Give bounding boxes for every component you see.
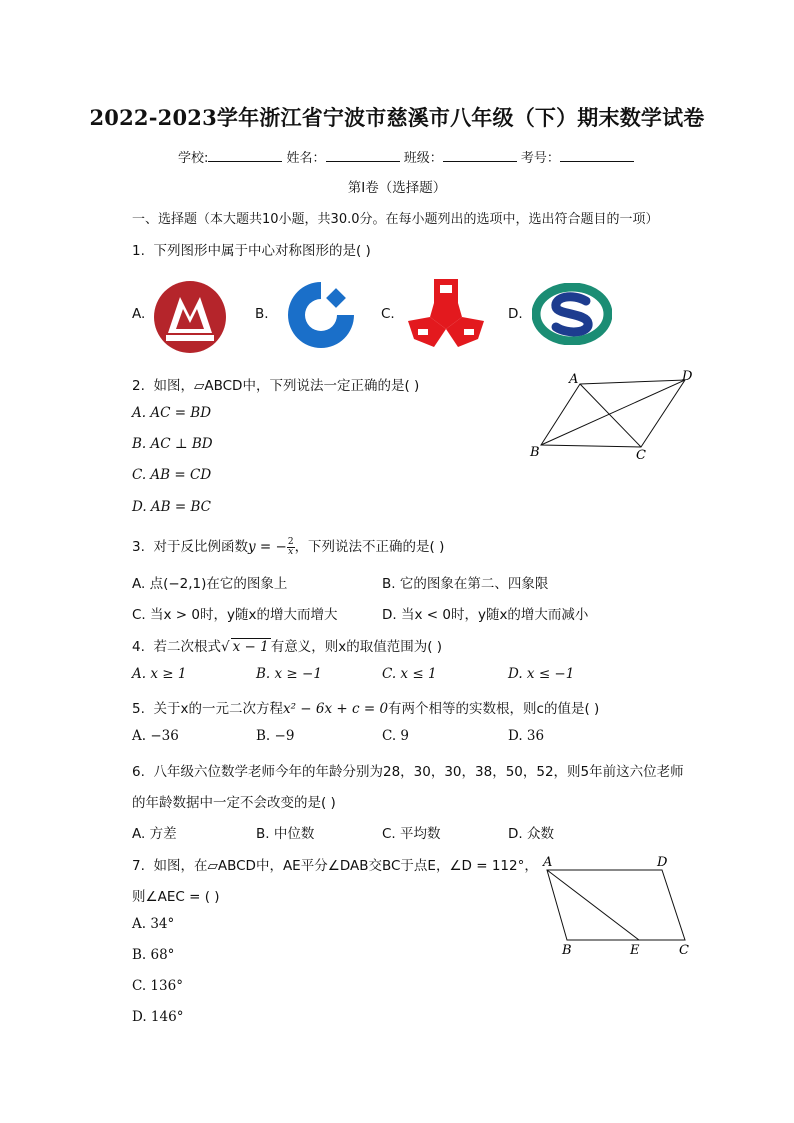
question-number: 4.	[132, 639, 145, 655]
question-text-after: ，下列说法不正确的是( )	[294, 539, 445, 555]
exam-no-label: 考号：	[520, 151, 560, 166]
name-label: 姓名：	[286, 151, 326, 166]
question-text-line1: 如图，在▱ABCD中，AE平分∠DAB交BC于点E，∠D = 112°，	[153, 858, 538, 874]
q3-option-c[interactable]: C. 当x > 0时，y随x的增大而增大	[132, 607, 338, 623]
question-text-line1: 八年级六位数学老师今年的年龄分别为28，30，30，38，50，52，则5年前这六位老师	[153, 764, 684, 780]
ccb-bank-logo-icon	[285, 279, 357, 351]
question-4	[132, 635, 442, 655]
student-info-row	[178, 147, 634, 166]
q5-option-a[interactable]: A. −36	[132, 728, 179, 744]
question-6	[132, 760, 684, 780]
vertex-label-a: A	[543, 855, 553, 870]
vertex-label-c: C	[636, 448, 646, 463]
vertex-label-d: D	[682, 369, 693, 384]
question-number: 3.	[132, 539, 145, 555]
q2-option-a[interactable]: A. AC = BD	[132, 405, 212, 421]
q7-option-d[interactable]: D. 146°	[132, 1009, 184, 1025]
question-5	[132, 697, 599, 717]
name-field[interactable]	[326, 149, 400, 162]
metro-logo-icon	[152, 279, 228, 355]
sqrt-symbol: √	[220, 639, 230, 655]
q6-option-c[interactable]: C. 平均数	[382, 826, 441, 842]
question-number: 6.	[132, 764, 145, 780]
q5-option-c[interactable]: C. 9	[382, 728, 410, 744]
question-7	[132, 854, 538, 874]
q7-option-b[interactable]: B. 68°	[132, 947, 175, 963]
q6-option-b[interactable]: B. 中位数	[256, 826, 315, 842]
q2-option-c[interactable]: C. AB = CD	[132, 467, 212, 483]
q7-parallelogram-figure	[535, 852, 705, 960]
question-text-after: 有两个相等的实数根，则c的值是( )	[388, 701, 600, 717]
q5-option-b[interactable]: B. −9	[256, 728, 295, 744]
q3-option-d[interactable]: D. 当x < 0时，y随x的增大而减小	[382, 607, 589, 623]
q5-option-d[interactable]: D. 36	[508, 728, 545, 744]
school-field[interactable]	[208, 149, 282, 162]
fraction: $\frac{2}{x}$	[287, 536, 294, 557]
page-title: 2022-2023学年浙江省宁波市慈溪市八年级（下）期末数学试卷	[89, 105, 705, 130]
q2-parallelogram-figure	[525, 368, 705, 464]
class-label: 班级：	[403, 151, 443, 166]
q2-option-d[interactable]: D. AB = BC	[132, 499, 211, 515]
part-one-heading: 一、选择题（本大题共10小题，共30.0分。在每小题列出的选项中，选出符合题目的一项）	[132, 212, 659, 227]
question-2	[132, 374, 419, 394]
vertex-label-e: E	[630, 943, 640, 958]
question-number: 1.	[132, 243, 145, 259]
q2-option-b[interactable]: B. AC ⊥ BD	[132, 436, 213, 452]
question-number: 7.	[132, 858, 145, 874]
trefoil-logo-icon	[404, 277, 488, 349]
q4-option-b[interactable]: B. x ≥ −1	[256, 666, 322, 682]
q1-option-a-label[interactable]: A.	[132, 306, 146, 322]
question-text: 如图，▱ABCD中，下列说法一定正确的是( )	[153, 378, 420, 394]
vertex-label-d: D	[657, 855, 668, 870]
question-number: 2.	[132, 378, 145, 394]
q7-option-a[interactable]: A. 34°	[132, 916, 175, 932]
question-text-line2: 则∠AEC = ( )	[132, 889, 220, 905]
question-text-before: 对于反比例函数	[153, 539, 248, 555]
question-text-line2: 的年龄数据中一定不会改变的是( )	[132, 795, 336, 811]
q7-option-c[interactable]: C. 136°	[132, 978, 183, 994]
question-3	[132, 535, 444, 557]
section-title: 第I卷（选择题）	[347, 180, 447, 196]
q1-option-c-label[interactable]: C.	[381, 306, 395, 322]
q4-option-a[interactable]: A. x ≥ 1	[132, 666, 187, 682]
question-1	[132, 239, 371, 259]
q6-option-a[interactable]: A. 方差	[132, 826, 177, 842]
function-lhs: y = −	[247, 539, 287, 555]
vertex-label-b: B	[530, 445, 540, 460]
exam-no-field[interactable]	[560, 149, 634, 162]
equation: x² − 6x + c = 0	[282, 701, 389, 717]
cmb-bank-logo-icon	[532, 283, 612, 345]
q6-option-d[interactable]: D. 众数	[508, 826, 554, 842]
q4-option-c[interactable]: C. x ≤ 1	[382, 666, 437, 682]
q1-option-b-label[interactable]: B.	[255, 306, 269, 322]
vertex-label-c: C	[679, 943, 689, 958]
radicand: x − 1	[232, 639, 269, 655]
question-number: 5.	[132, 701, 145, 717]
q3-option-a[interactable]: A. 点(−2,1)在它的图象上	[132, 576, 288, 592]
question-text: 下列图形中属于中心对称图形的是( )	[153, 243, 371, 259]
vertex-label-a: A	[569, 372, 579, 387]
q4-option-d[interactable]: D. x ≤ −1	[508, 666, 575, 682]
question-text-after: 有意义，则x的取值范围为( )	[270, 639, 443, 655]
vertex-label-b: B	[562, 943, 572, 958]
q1-option-d-label[interactable]: D.	[508, 306, 523, 322]
class-field[interactable]	[443, 149, 517, 162]
school-label: 学校:	[178, 151, 209, 166]
q3-option-b[interactable]: B. 它的图象在第二、四象限	[382, 576, 549, 592]
question-text-before: 关于x的一元二次方程	[153, 701, 283, 717]
question-text-before: 若二次根式	[153, 639, 221, 655]
